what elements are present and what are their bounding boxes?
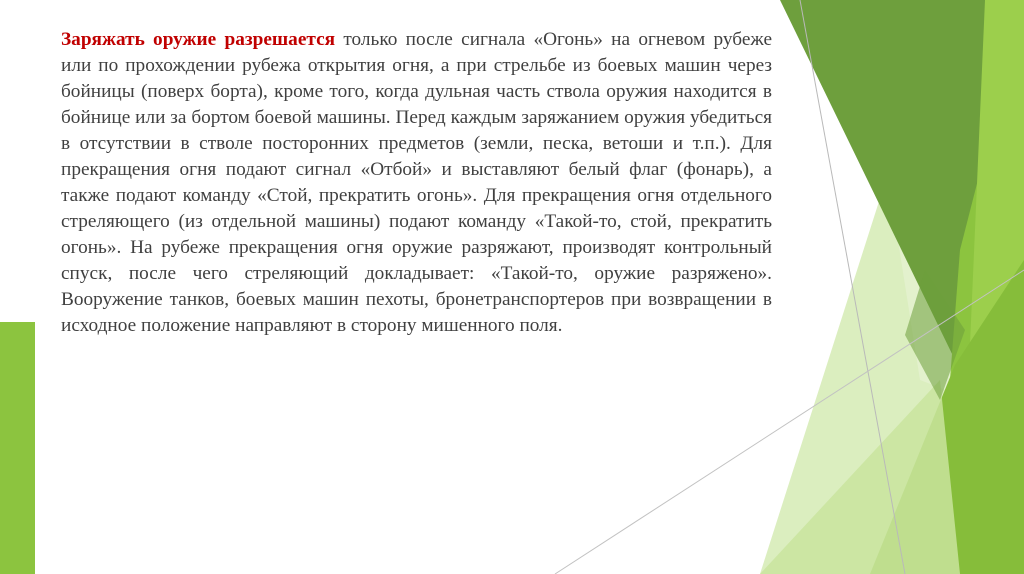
lead-highlight: Заряжать оружие разрешается [61,29,336,50]
body-paragraph: только после сигнала «Огонь» на огневом рубеже или по прохождении рубежа открытия огня, а при стрельбе из боевых машин через бойницы (поверх борта), кроме того, когда дульная часть ствола оружия находится в бойнице или за бортом боевой машины. Перед каждым заряжанием оружия убедиться в отсутствии в стволе посторонних предметов (земли, песка, ветоши и т.п.). Для прекращения огня подают сигнал «Отбой» и выставляют белый флаг (фонарь), а также подают команду «Стой, прекратить огонь». Для прекращения огня отдельного стреляющего (из отдельной машины) подают команду «Такой-то, стой, прекратить огонь». На рубеже прекращения огня оружие разряжают, производят контрольный спуск, после чего стреляющий докладывает: «Такой-то, оружие разряжено». Вооружение танков, боевых машин пехоты, бронетранспортеров при возвращении в исходное положение направляют в сторону мишенного поля. [61,29,772,336]
left-green-bar [0,322,35,574]
slide-text [61,27,772,339]
